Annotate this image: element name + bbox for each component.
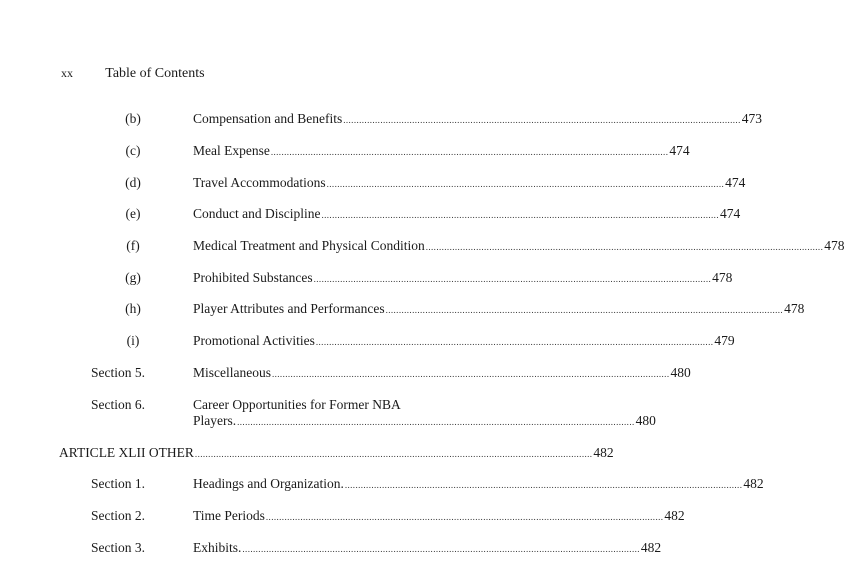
toc-title: Time Periods <box>193 508 265 523</box>
toc-entry[interactable] <box>193 476 764 493</box>
toc-label: Section 5. <box>91 365 145 380</box>
dot-leader: ...................................................................................................................................................... <box>242 544 640 554</box>
toc-label: (g) <box>125 270 141 285</box>
page-title: Table of Contents <box>105 66 205 81</box>
toc-entry[interactable] <box>193 270 733 287</box>
toc-entry[interactable] <box>193 301 805 318</box>
toc-title: Prohibited Substances <box>193 270 313 285</box>
toc-title: Player Attributes and Performances <box>193 301 385 316</box>
toc-article-entry[interactable] <box>59 445 614 462</box>
toc-page-number: 479 <box>714 333 735 348</box>
article-title: ARTICLE XLII OTHER <box>59 445 194 460</box>
dot-leader: ...................................................................................................................................................... <box>315 337 714 347</box>
toc-page-number: 474 <box>719 206 741 221</box>
toc-title: Meal Expense <box>193 143 270 158</box>
toc-label: (i) <box>126 333 140 348</box>
dot-leader: ...................................................................................................................................................... <box>271 369 670 379</box>
toc-title: Medical Treatment and Physical Condition <box>193 238 425 253</box>
toc-title-line1: Career Opportunities for Former NBA <box>193 397 401 412</box>
toc-page-number: 480 <box>670 365 691 380</box>
page-header <box>61 66 205 82</box>
toc-page-number: 473 <box>741 111 762 126</box>
toc-page-number: 478 <box>712 270 733 285</box>
toc-entry[interactable] <box>193 365 691 382</box>
toc-title: Exhibits. <box>193 540 242 555</box>
toc-page-number: 474 <box>725 175 746 190</box>
toc-title-line2: Players. <box>193 413 237 428</box>
toc-label: (b) <box>125 111 141 126</box>
toc-page-number: 478 <box>824 238 844 253</box>
dot-leader: ...................................................................................................................................................... <box>343 115 741 125</box>
toc-title: Promotional Activities <box>193 333 315 348</box>
toc-label: (c) <box>125 143 141 158</box>
toc-page-number: 482 <box>664 508 685 523</box>
toc-title: Headings and Organization. <box>193 476 344 491</box>
toc-entry[interactable] <box>193 333 735 350</box>
dot-leader: ...................................................................................................................................................... <box>385 305 784 315</box>
dot-leader: ...................................................................................................................................................... <box>194 449 593 459</box>
toc-title: Miscellaneous <box>193 365 271 380</box>
toc-page-number: 482 <box>640 540 662 555</box>
toc-label: Section 6. <box>91 397 145 412</box>
toc-title: Compensation and Benefits <box>193 111 343 126</box>
dot-leader: ...................................................................................................................................................... <box>270 147 669 157</box>
toc-label: Section 1. <box>91 476 145 491</box>
toc-label: Section 3. <box>91 540 145 555</box>
toc-entry[interactable] <box>193 175 746 192</box>
toc-entry[interactable] <box>193 206 741 223</box>
toc-label: Section 2. <box>91 508 145 523</box>
toc-entry[interactable] <box>193 397 656 430</box>
dot-leader: ...................................................................................................................................................... <box>265 512 664 522</box>
toc-label: (e) <box>125 206 141 221</box>
toc-entry[interactable] <box>193 238 844 255</box>
toc-page-number: 482 <box>743 476 764 491</box>
toc-entry[interactable] <box>193 508 685 525</box>
dot-leader: ...................................................................................................................................................... <box>321 210 719 220</box>
toc-entry[interactable] <box>193 143 690 160</box>
toc-title: Travel Accommodations <box>193 175 326 190</box>
toc-title-line2-wrap <box>193 413 656 430</box>
toc-title: Conduct and Discipline <box>193 206 321 221</box>
dot-leader: ...................................................................................................................................................... <box>237 417 635 427</box>
toc-entry[interactable] <box>193 111 762 128</box>
page-number: xx <box>61 66 73 80</box>
toc-label: (d) <box>125 175 141 190</box>
toc-row <box>0 397 656 431</box>
toc-page-number: 478 <box>784 301 805 316</box>
toc-label: (h) <box>125 301 141 316</box>
toc-entry[interactable] <box>193 540 662 557</box>
dot-leader: ...................................................................................................................................................... <box>326 179 725 189</box>
dot-leader: ...................................................................................................................................................... <box>344 480 743 490</box>
toc-label: (f) <box>126 238 140 253</box>
toc-page-number: 482 <box>593 445 614 460</box>
dot-leader: ...................................................................................................................................................... <box>425 242 824 252</box>
dot-leader: ...................................................................................................................................................... <box>313 274 712 284</box>
toc-page-number: 474 <box>669 143 690 158</box>
toc-page-number: 480 <box>635 413 656 428</box>
